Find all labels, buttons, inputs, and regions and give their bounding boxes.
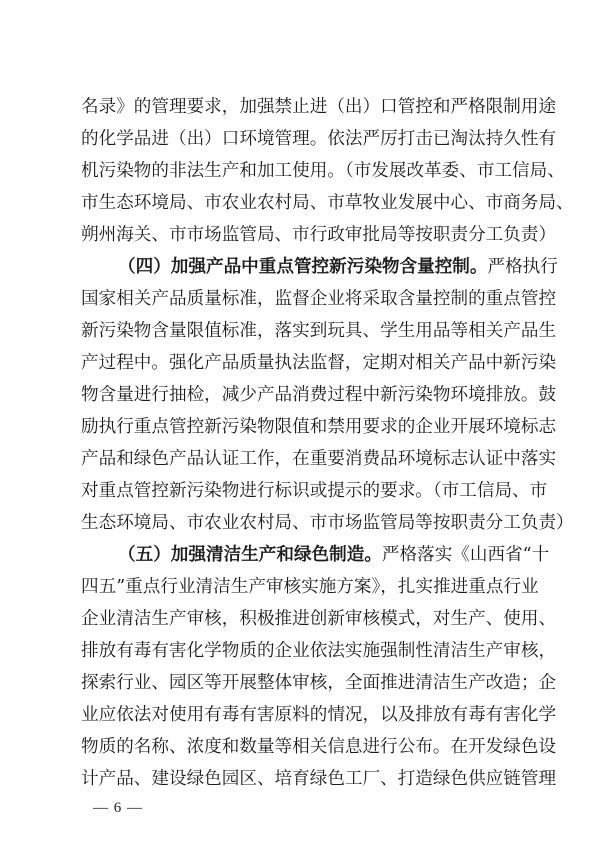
section-4-first-line — [118, 251, 558, 283]
paragraph-line: 产品和绿色产品认证工作，在重要消费品环境标志认证中落实 — [81, 449, 557, 469]
section-heading-5: （五）加强清洁生产和绿色制造。 — [118, 545, 382, 565]
paragraph-line: 新污染物含量限值标准，落实到玩具、学生用品等相关产品生 — [81, 321, 557, 341]
paragraph-line: 计产品、建设绿色园区、培育绿色工厂、打造绿色供应链管理 — [81, 769, 557, 789]
page-number: — 6 — — [93, 800, 143, 816]
paragraph-line: 产过程中。强化产品质量执法监督，定期对相关产品中新污染 — [81, 353, 557, 373]
paragraph-line: 业应依法对使用有毒有害原料的情况，以及排放有毒有害化学 — [81, 705, 557, 725]
paragraph-line: 的化学品进（出）口环境管理。依法严厉打击已淘汰持久性有 — [81, 129, 557, 149]
paragraph-line: 对重点管控新污染物进行标识或提示的要求。（市工信局、市 — [81, 481, 548, 501]
paragraph-line: 国家相关产品质量标准，监督企业将采取含量控制的重点管控 — [81, 289, 557, 309]
paragraph-line: 机污染物的非法生产和加工使用。（市发展改革委、市工信局、 — [81, 161, 565, 181]
paragraph-line: 励执行重点管控新污染物限值和禁用要求的企业开展环境标志 — [81, 417, 557, 437]
paragraph-line: 四五”重点行业清洁生产审核实施方案》，扎实推进重点行业 — [81, 577, 539, 597]
paragraph-line: 物质的名称、浓度和数量等相关信息进行公布。在开发绿色设 — [81, 737, 557, 757]
paragraph-line: 排放有毒有害化学物质的企业依法实施强制性清洁生产审核， — [81, 641, 557, 661]
paragraph-line: 探索行业、园区等开展整体审核，全面推进清洁生产改造；企 — [81, 673, 557, 693]
paragraph-line: 市生态环境局、市农业农村局、市草牧业发展中心、市商务局、 — [81, 193, 574, 213]
paragraph-line: 企业清洁生产审核，积极推进创新审核模式，对生产、使用、 — [81, 609, 557, 629]
paragraph-line: 朔州海关、市市场监管局、市行政审批局等按职责分工负责） — [81, 225, 557, 245]
section-heading-4: （四）加强产品中重点管控新污染物含量控制。 — [118, 257, 488, 277]
paragraph-line: 物含量进行抽检，减少产品消费过程中新污染物环境排放。鼓 — [81, 385, 557, 405]
section-5-first-line — [118, 539, 550, 571]
paragraph-line: 名录》的管理要求，加强禁止进（出）口管控和严格限制用途 — [81, 97, 557, 117]
paragraph-line: 生态环境局、市农业农村局、市市场监管局等按职责分工负责） — [81, 513, 574, 533]
section-5-lead-text: 严格落实《山西省“十 — [381, 545, 550, 565]
section-4-lead-text: 严格执行 — [487, 257, 558, 277]
